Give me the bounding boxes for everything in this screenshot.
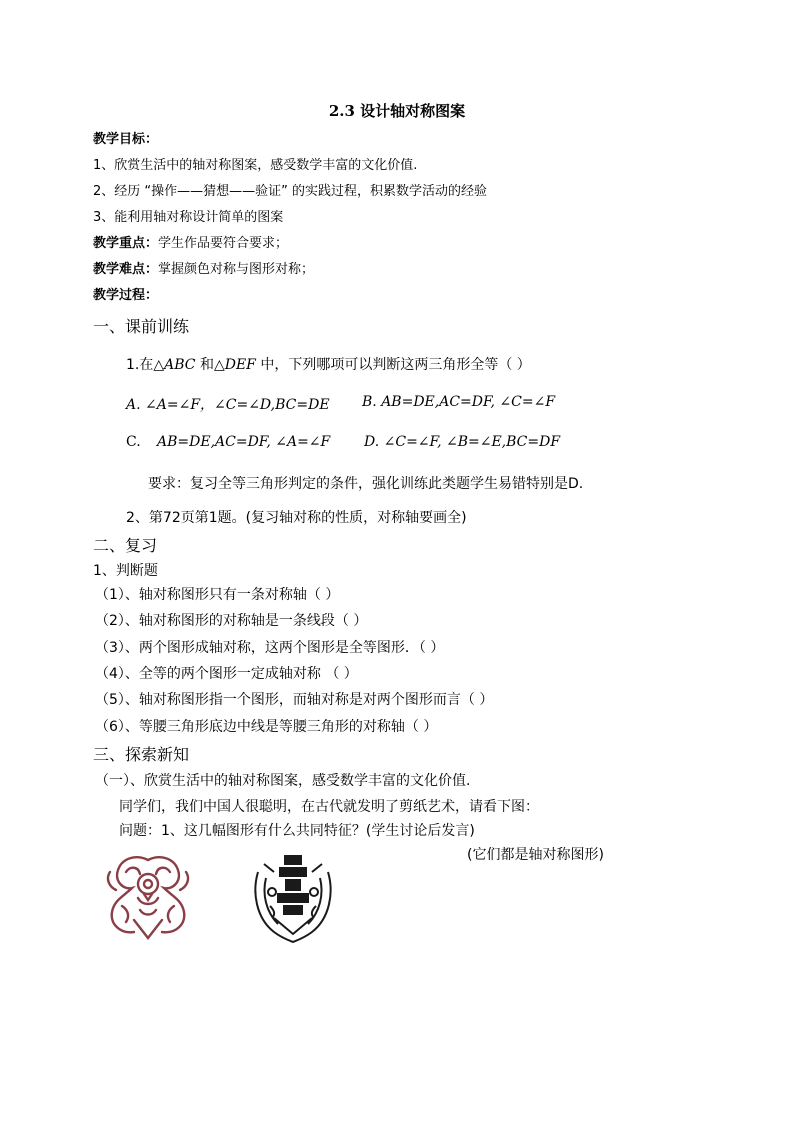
key-points-label: 教学重点： xyxy=(93,236,159,251)
difficulty-label: 教学难点： xyxy=(93,262,159,277)
sub-section-1: （一）、欣赏生活中的轴对称图案，感受数学丰富的文化价值. xyxy=(95,773,471,789)
question-1-abc: ABC xyxy=(164,357,196,373)
section2-heading: 二、复习 xyxy=(93,536,158,555)
objective-3: 3、能利用轴对称设计简单的图案 xyxy=(93,210,284,225)
process-heading: 教学过程： xyxy=(93,288,159,303)
question-1-suffix: 中，下列哪项可以判断这两三角形全等（ ） xyxy=(255,357,531,373)
difficulty-text: 掌握颜色对称与图形对称； xyxy=(158,262,315,277)
section3-heading: 三、探索新知 xyxy=(93,745,190,764)
option-a: A. ∠A=∠F，∠C=∠D,BC=DE xyxy=(126,397,330,413)
option-d: D. ∠C=∠F, ∠B=∠E,BC=DF xyxy=(364,434,561,450)
option-b: B. AB=DE,AC=DF, ∠C=∠F xyxy=(362,394,556,410)
discussion-question: 问题：1、这几幅图形有什么共同特征？(学生讨论后发言) xyxy=(119,823,475,839)
option-c-label: C. xyxy=(126,434,141,450)
intro-text: 同学们，我们中国人很聪明，在古代就发明了剪纸艺术，请看下图： xyxy=(119,799,539,815)
answer-note: (它们都是轴对称图形) xyxy=(467,847,604,863)
requirement: 要求：复习全等三角形判定的条件，强化训练此类题学生易错特别是D. xyxy=(148,476,584,492)
key-points xyxy=(93,232,288,251)
emblem-papercut-image xyxy=(244,852,342,944)
judgment-item: （2）、轴对称图形的对称轴是一条线段（ ） xyxy=(95,613,368,629)
judgment-item: （5）、轴对称图形指一个图形，而轴对称是对两个图形而言（ ） xyxy=(95,692,494,708)
question-1-prefix: 1.在△ xyxy=(126,357,165,373)
judgment-heading: 1、判断题 xyxy=(93,563,158,579)
item-2: 2、第72页第1题。(复习轴对称的性质，对称轴要画全) xyxy=(126,510,467,526)
objective-2: 2、经历 “操作——猜想——验证” 的实践过程，积累数学活动的经验 xyxy=(93,184,488,199)
judgment-item: （6）、等腰三角形底边中线是等腰三角形的对称轴（ ） xyxy=(95,719,438,735)
judgment-item: （1）、轴对称图形只有一条对称轴（ ） xyxy=(95,587,340,603)
judgment-item: （3）、两个图形成轴对称，这两个图形是全等图形．（ ） xyxy=(95,640,445,656)
question-1-def: DEF xyxy=(224,357,256,373)
dragon-papercut-image xyxy=(100,850,196,942)
question-1-and: 和△ xyxy=(195,357,225,373)
objective-1: 1、欣赏生活中的轴对称图案，感受数学丰富的文化价值. xyxy=(93,158,418,173)
judgment-item: （4）、全等的两个图形一定成轴对称 （ ） xyxy=(95,666,358,682)
key-points-text: 学生作品要符合要求； xyxy=(158,236,289,251)
section1-heading: 一、课前训练 xyxy=(93,317,190,336)
page-title: 2.3 设计轴对称图案 xyxy=(328,102,466,120)
objectives-heading: 教学目标： xyxy=(93,132,159,147)
difficulty xyxy=(93,258,314,277)
question-1 xyxy=(126,354,531,374)
option-c: AB=DE,AC=DF, ∠A=∠F xyxy=(157,434,331,450)
